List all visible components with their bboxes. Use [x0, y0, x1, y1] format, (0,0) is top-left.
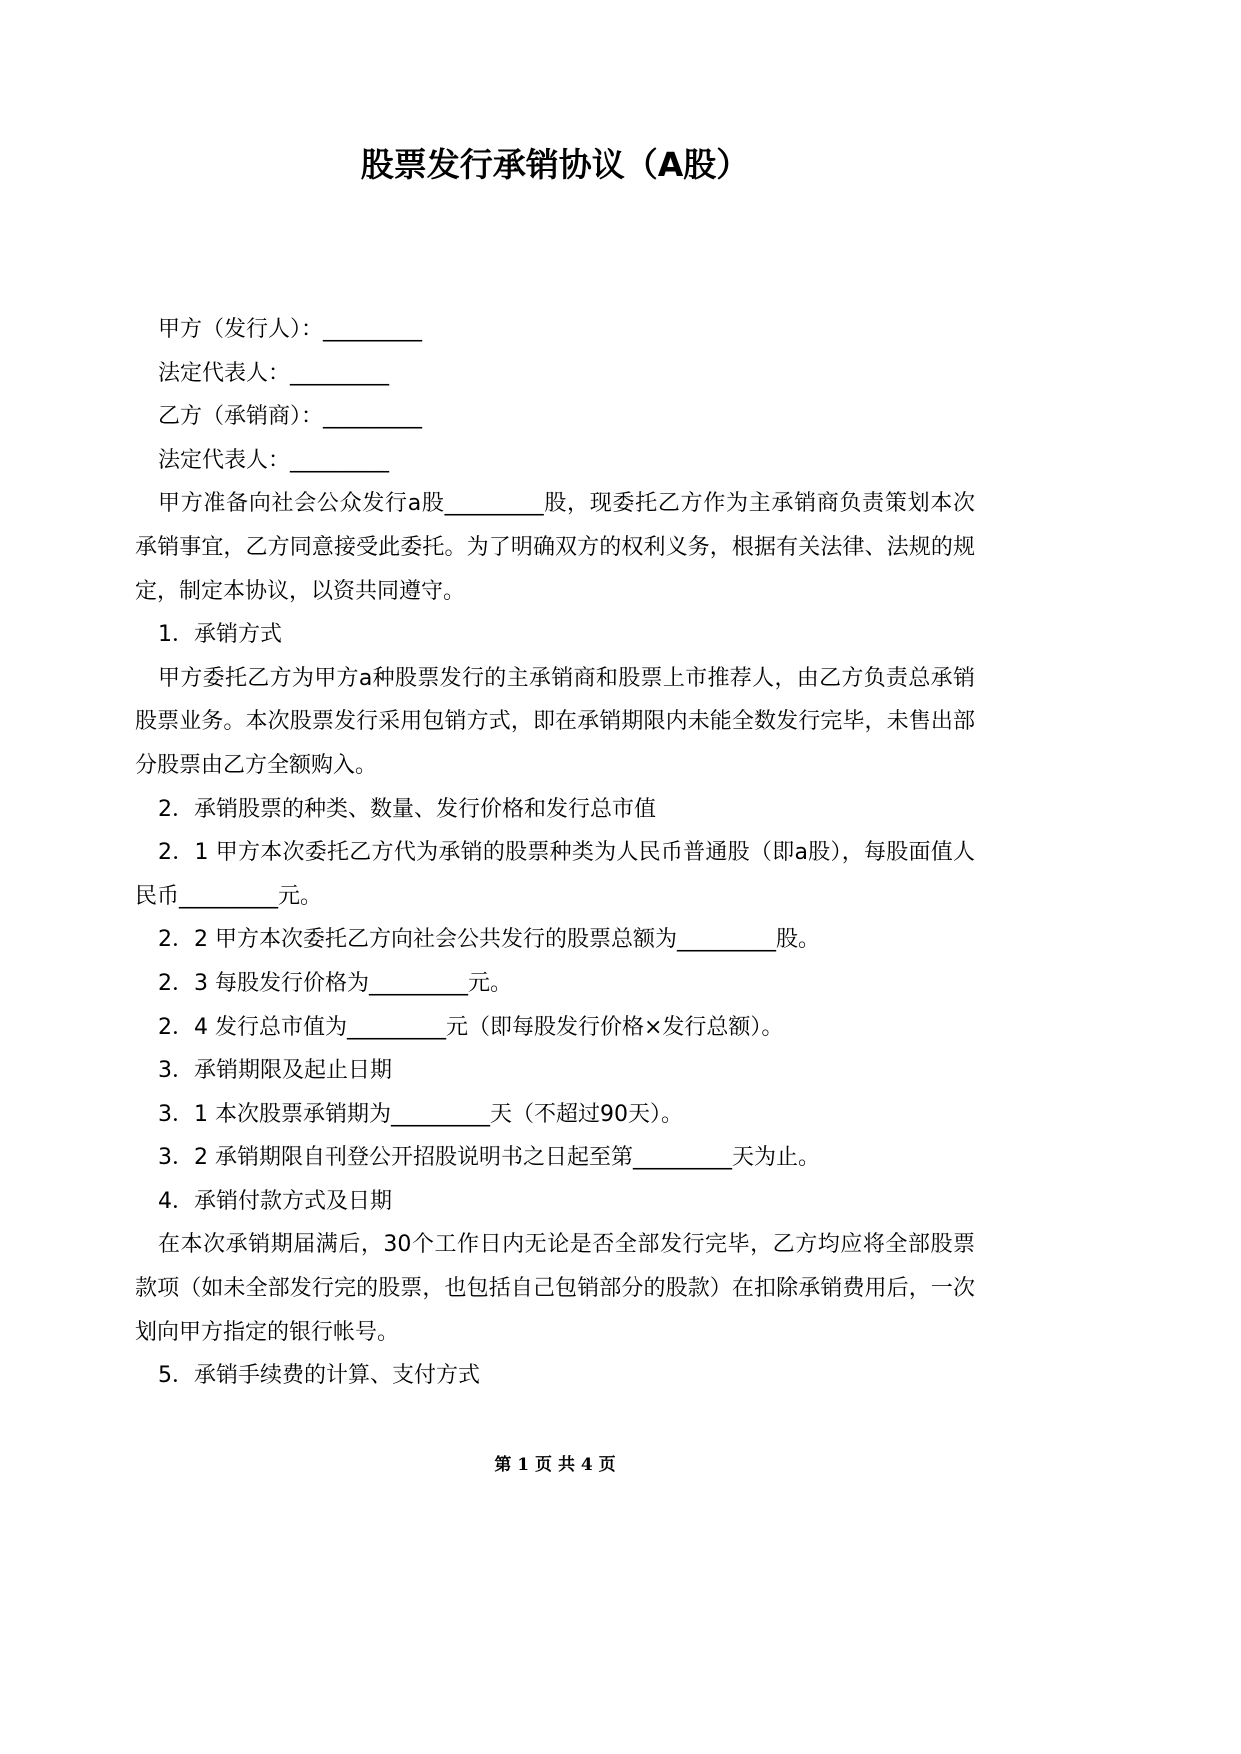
section-3	[135, 1049, 975, 1180]
clause-3-2-line: 3．2 承销期限自刊登公开招股说明书之日起至第_________天为止。	[158, 1145, 820, 1171]
clause-2-3-line: 2．3 每股发行价格为_________元。	[158, 970, 512, 996]
paragraph-line: 在本次承销期届满后，30个工作日内无论是否全部发行完毕，乙方均应将全部股票	[158, 1232, 975, 1258]
section-heading: 3．承销期限及起止日期	[158, 1058, 392, 1084]
clause-2-2-line: 2．2 甲方本次委托乙方向社会公共发行的股票总额为_________股。	[158, 927, 820, 953]
document-title: 股票发行承销协议（A股）	[360, 145, 750, 184]
clause-2-1-line: 2．1 甲方本次委托乙方代为承销的股票种类为人民币普通股（即a股），每股面值人	[158, 840, 975, 866]
section-1	[135, 613, 975, 787]
party-a-line: 甲方（发行人）：_________	[158, 317, 423, 342]
party-b-line: 乙方（承销商）：_________	[158, 404, 423, 430]
paragraph-line: 定，制定本协议，以资共同遵守。	[135, 578, 466, 604]
paragraph-line: 分股票由乙方全额购入。	[135, 752, 378, 778]
clause-3-1-line: 3．1 本次股票承销期为_________天（不超过90天）。	[158, 1101, 683, 1127]
section-5	[135, 1354, 975, 1398]
parties-block	[135, 308, 975, 482]
party-a-representative-line: 法定代表人：_________	[158, 360, 390, 386]
document-body	[135, 308, 975, 1398]
preamble-paragraph	[135, 482, 975, 613]
section-4	[135, 1180, 975, 1354]
party-b-representative-line: 法定代表人：_________	[158, 447, 390, 473]
section-heading: 2．承销股票的种类、数量、发行价格和发行总市值	[158, 796, 656, 822]
section-heading: 4．承销付款方式及日期	[158, 1188, 392, 1214]
page-footer: 第 1 页 共 4 页	[494, 1455, 616, 1475]
paragraph-line: 甲方准备向社会公众发行a股_________股，现委托乙方作为主承销商负责策划本次	[158, 491, 975, 517]
section-2	[135, 788, 975, 1050]
clause-2-1-line: 民币_________元。	[135, 883, 323, 909]
paragraph-line: 划向甲方指定的银行帐号。	[135, 1319, 400, 1345]
section-heading: 5．承销手续费的计算、支付方式	[158, 1363, 480, 1389]
paragraph-line: 承销事宜，乙方同意接受此委托。为了明确双方的权利义务，根据有关法律、法规的规	[135, 534, 975, 560]
section-heading: 1．承销方式	[158, 622, 282, 648]
paragraph-line: 股票业务。本次股票发行采用包销方式，即在承销期限内未能全数发行完毕，未售出部	[135, 709, 975, 735]
clause-2-4-line: 2．4 发行总市值为_________元（即每股发行价格×发行总额）。	[158, 1014, 784, 1040]
paragraph-line: 款项（如未全部发行完的股票，也包括自己包销部分的股款）在扣除承销费用后，一次	[135, 1276, 975, 1302]
paragraph-line: 甲方委托乙方为甲方a种股票发行的主承销商和股票上市推荐人，由乙方负责总承销	[158, 665, 975, 691]
